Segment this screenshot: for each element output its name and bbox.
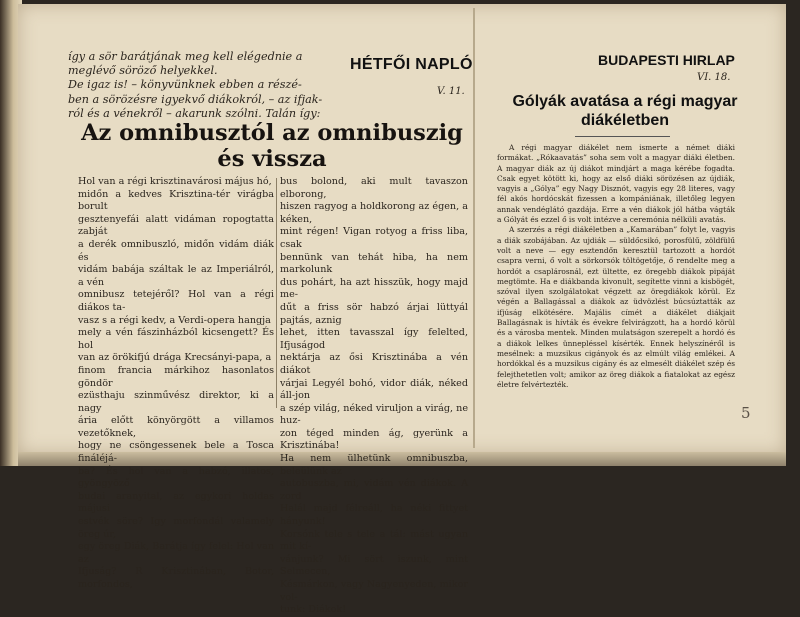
intro-line: meglévő söröző helyekkel. [68, 64, 218, 78]
page-number: 5 [741, 404, 751, 422]
column-line: gesztenyefái alatt vidáman ropogtatta zabját [78, 213, 274, 238]
intro-line: De igaz is! – könyvünknek ebben a részé- [68, 78, 302, 92]
headline-line: és vissza [217, 146, 327, 172]
right-article-headline [505, 92, 745, 130]
column-line: Ha nem ülhetünk omnibuszba, beleülünk az [280, 453, 468, 477]
column-line: dűt a friss sör habzó árjai lüttyál pajtás, aznig [280, 301, 468, 326]
clipping-divider [473, 8, 475, 448]
column-line: vidám babája száltak le az Imperiálról, a vén [78, 264, 274, 288]
column-line: a szép világ, néked viruljon a virág, ne huz- [280, 402, 468, 427]
right-newspaper-date: VI. 18. [697, 72, 731, 83]
column-line: finom francia márkihoz hasonlatos göndör [78, 364, 274, 389]
column-line: Ifjuság? R Krisztinában, Botor, morfondos, [78, 566, 274, 590]
column-line: Hol van a régi krisztinavárosi május hó, [78, 176, 272, 187]
column-line: hogy ne csöngessenek bele a Tosca fináléjá- [78, 440, 274, 465]
column-line: tunk: Diákok! [280, 604, 347, 616]
headline-line: Gólyák avatása a régi magyar [512, 93, 738, 110]
article-column-b [280, 176, 468, 617]
column-line: lehet, itten tavasszal így felelted, Ifjuságod [280, 327, 468, 351]
left-newspaper-masthead: HÉTFŐI NAPLÓ [350, 56, 473, 73]
column-line: várjai Legyél bohó, vidor diák, néked áll-jon [280, 377, 468, 402]
column-line: autobuszba, mi, vidám vén diákok. A zord [280, 478, 468, 502]
right-newspaper-masthead: BUDAPESTI HIRLAP [598, 52, 735, 68]
column-separator [276, 178, 277, 408]
left-newspaper-date: V. 11. [437, 86, 465, 97]
intro-line: így a sör barátjának meg kell elégednie a [68, 50, 303, 63]
intro-line: ról és a vénekről – akarunk szólni. Talán így: [68, 106, 321, 120]
article-column-a [78, 176, 274, 592]
column-line: bennünk van tehát hiba, ha nem markolunk [280, 251, 468, 276]
column-line: ba? És hol van a habzó, illatos, gyöngyöző [78, 465, 274, 490]
column-line: Halál majd félreáll, ha néki fittyet hányunk! [280, 503, 468, 528]
column-line: budai aranyital, az egykori holdas májusi [78, 490, 274, 515]
column-line: a derék omnibuszló, midőn vidám diák és [78, 238, 274, 263]
column-line: nektárja az ősi Krisztinába a vén diákot [280, 352, 468, 376]
column-line: vasz s a régi kedv, a Verdi-opera hangja [78, 314, 271, 326]
right-article-body [497, 143, 735, 390]
column-line: Késmárkon, vagy Nagyenyeden, mikor vol- [280, 579, 468, 603]
headline-line: diákéletben [580, 112, 670, 129]
column-line: omnibusz tetejéről? Hol van a régi diákos ta- [78, 289, 274, 313]
column-line: van az örökifjú drága Krecsányi-papa, a [78, 352, 272, 364]
column-line: mely a vén fászinházból kicsengett? És hol [78, 327, 274, 351]
column-line: ezüsthaju szinművész direktor, ki a nagy [78, 390, 274, 414]
column-line: vánjunk? Mi sört iszunk, mint Selmecen, [280, 553, 468, 578]
column-line: Korsónk tele s tele a tál: mást ugyan mit kí- [280, 528, 468, 553]
column-line: mint régen! Vigan rotyog a friss liba, csak [280, 226, 468, 250]
column-line: ária előtt könyörgött a villamos vezetőknek, [78, 415, 274, 439]
intro-text [68, 50, 333, 121]
column-line: hiszen ragyog a holdkorong az égen, a kéken, [280, 201, 468, 225]
headline-rule [575, 136, 670, 137]
column-line: bus bolond, aki mult tavaszon elborong, [280, 176, 468, 200]
column-line: egy öreg Diák, Barátja így felel: Hol van az [78, 541, 274, 565]
column-line: zon téged minden ág, gyerünk a Krisztinába! [280, 427, 468, 452]
headline-line: Az omnibusztól az omnibuszig [81, 120, 463, 146]
paragraph: A régi magyar diákélet nem ismerte a német diáki formákat. „Rókaavatás” soha sem volt a magyar diáki életben. A magyar diák az új diákot mindjárt a maga kérébe fogadta. Csak egyet kötött ki, hogy az első diáki sörözésen az újdiák, vagyis a „Gólya” egy Nagy Disznót, vagyis egy 28 literes, vagy fél akós hordócskát fizessen a kompániának, illetőleg legyen annak vendéglátó gazdája. Erre a vén diákok jól hátba vágták a Gólyát és ezzel ő is volt intézve a ceremónia nélküli avatás. [497, 143, 735, 225]
column-line: estvék söre? Igy morfondál valamely öreg úr, [78, 516, 274, 540]
column-line: dus pohárt, ha azt hisszük, hogy majd me- [280, 276, 468, 301]
column-line: midőn a kedves Krisztina-tér virágba borult [78, 188, 274, 213]
paragraph: A szerzés a régi diákéletben a „Kamarában” folyt le, vagyis a diák szobájában. Az ujdiák — süldőcsikó, porosfülű, zöldfülű volt a neve — egy esztendőn keresztül tartozott a hordót csapra verni, ő volt a sörkorsók töltögetője, ő rendelte meg a hordót a csaplárosnál, ezt ültette, ez öregebb diákok pipáját megtömte. Ha e diákbanda kivonult, segítette vinni a kisbögét, szóval ilyen szolgálatokat végzett az öregdiákok körül. Ez végén a Ballagással a diákok az üdvözlést búcsúztatták az ifjúság elkötésére. Majális címét a diákélet diákjait Ballagásnak is hívták és évekre felvirágzott, ha a hordó körül és a városba mentek. Minden mulatságon szerepelt a hordó és a diákok lelkes ünnepléssel kísérték. Ennek helyszínéről is mesélnek: a muzsikus cigányok és az elmúlt világ emlékei. A hordókkal és a muzsikus cigány és az elmesélt diákélet szép és felejthetetlen volt; amikor az öreg diákok a fiatalokat az egész életre felvértezték. [497, 225, 735, 389]
article-headline [72, 120, 472, 172]
intro-line: ben a sörözésre igyekvő diákokról, – az ifjak- [68, 92, 323, 106]
